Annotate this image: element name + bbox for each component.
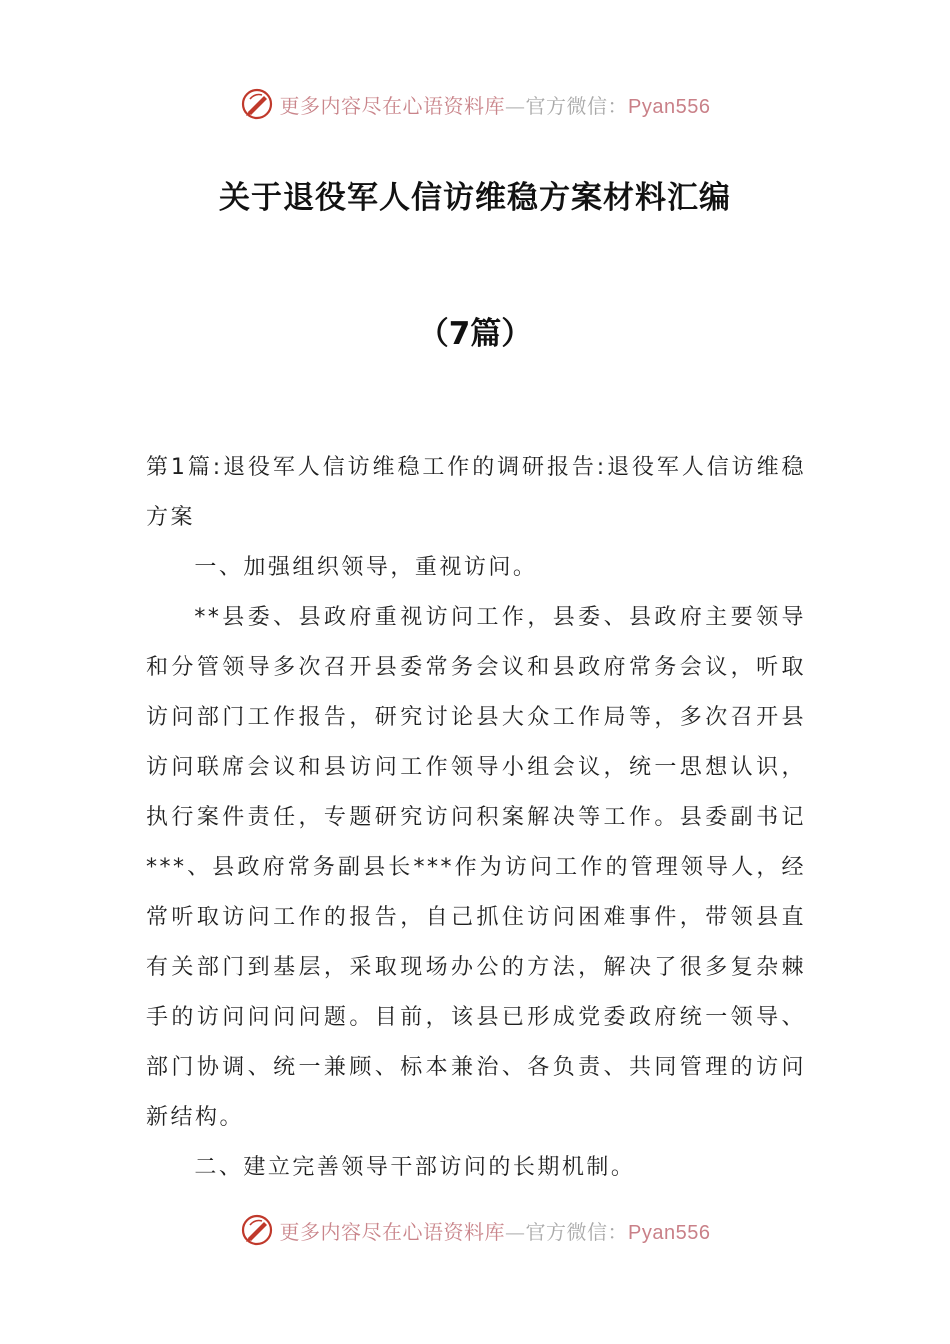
watermark-text-top [280, 90, 711, 119]
chapter-heading: 第1篇:退役军人信访维稳工作的调研报告:退役军人信访维稳方案 [146, 455, 806, 530]
wechat-label: 官方微信： [525, 1219, 629, 1244]
section-heading-1: 一、加强组织领导，重视访问。 [194, 555, 538, 580]
watermark-separator: — [505, 93, 526, 118]
pen-logo-icon [240, 1213, 274, 1247]
watermark-text-bottom [280, 1216, 711, 1245]
watermark-slogan: 更多内容尽在心语资料库 [279, 1219, 506, 1244]
watermark-slogan: 更多内容尽在心语资料库 [279, 93, 506, 118]
document-subtitle: （7篇） [417, 316, 533, 352]
body-paragraph: **县委、县政府重视访问工作，县委、县政府主要领导和分管领导多次召开县委常务会议和县政府常务会议，听取访问部门工作报告，研究讨论县大众工作局等，多次召开县访问联席会议和县访问工作领导小组会议，统一思想认识，执行案件责任，专题研究访问积案解决等工作。县委副书记***、县政府常务副县长***作为访问工作的管理领导人，经常听取访问工作的报告，自己抓住访问困难事件，带领县直有关部门到基层，采取现场办公的方法，解决了很多复杂棘手的访问问问问题。目前，该县已形成党委政府统一领导、部门协调、统一兼顾、标本兼治、各负责、共同管理的访问新结构。 [146, 605, 806, 1130]
document-title: 关于退役军人信访维稳方案材料汇编 [219, 180, 731, 216]
watermark-separator: — [505, 1219, 526, 1244]
pen-logo-icon [240, 87, 274, 121]
watermark-banner-bottom [0, 1210, 950, 1250]
wechat-label: 官方微信： [525, 93, 629, 118]
watermark-banner-top [0, 84, 950, 124]
wechat-id: Pyan556 [628, 1221, 711, 1244]
wechat-id: Pyan556 [628, 95, 711, 118]
section-heading-2: 二、建立完善领导干部访问的长期机制。 [194, 1155, 636, 1180]
document-body [146, 443, 806, 1193]
